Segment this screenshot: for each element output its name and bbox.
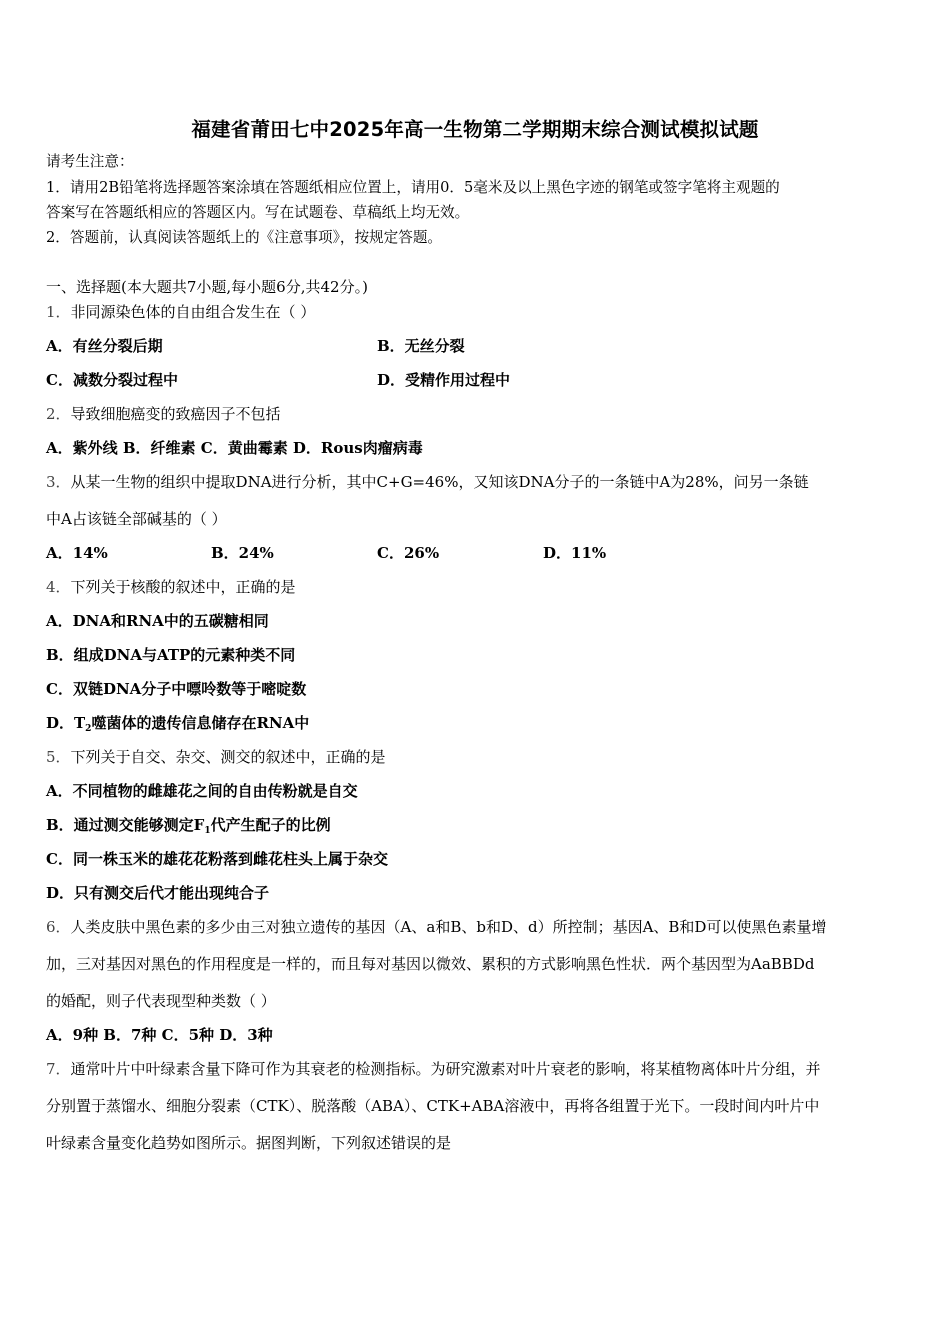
notice-heading: 请考生注意： (46, 153, 134, 170)
question-6-number: 6． (46, 918, 71, 936)
question-3-option-a[interactable]: A．14% (46, 544, 108, 562)
question-7-stem-line-2: 分别置于蒸馏水、细胞分裂素（CTK）、脱落酸（ABA）、CTK+ABA溶液中，再将各组置于光下。一段时间内叶片中 (46, 1097, 820, 1115)
question-5-option-a[interactable]: A．不同植物的雌雄花之间的自由传粉就是自交 (46, 782, 358, 800)
question-6-stem-line-2: 加，三对基因对黑色的作用程度是一样的，而且每对基因以微效、累积的方式影响黑色性状．两个基因型为AaBBDd (46, 955, 815, 973)
question-3-text-1: 从某一生物的组织中提取DNA进行分析，其中C+G=46%，又知该DNA分子的一条链中A为28%，问另一条链 (70, 473, 809, 491)
question-2-number: 2． (46, 405, 71, 423)
question-5-option-c[interactable]: C．同一株玉米的雄花花粉落到雌花柱头上属于杂交 (46, 850, 388, 868)
question-5-option-b-subscript: 1 (204, 826, 211, 836)
question-6-stem-line-3: 的婚配，则子代表现型种类数（ ） (46, 992, 276, 1010)
question-4-option-a[interactable]: A．DNA和RNA中的五碳糖相同 (46, 612, 269, 630)
question-4-option-b[interactable]: B．组成DNA与ATP的元素种类不同 (46, 646, 296, 664)
question-5-text: 下列关于自交、杂交、测交的叙述中，正确的是 (70, 748, 386, 766)
question-5-option-d[interactable]: D．只有测交后代才能出现纯合子 (46, 884, 270, 902)
question-5-option-b[interactable] (46, 815, 331, 841)
question-6-text-1: 人类皮肤中黑色素的多少由三对独立遗传的基因（A、a和B、b和D、d）所控制；基因A、B和D可以使黑色素量增 (70, 918, 827, 936)
question-4-option-c[interactable]: C．双链DNA分子中嘌呤数等于嘧啶数 (46, 680, 307, 698)
question-4-stem (46, 577, 296, 597)
question-4-option-d-prefix: D．T (46, 714, 86, 732)
question-5-option-b-text: 代产生配子的比例 (210, 816, 331, 834)
question-1-number: 1． (46, 303, 71, 321)
page-title: 福建省莆田七中2025年高一生物第二学期期末综合测试模拟试题 (191, 118, 759, 141)
question-4-option-d-text: 噬菌体的遗传信息储存在RNA中 (91, 714, 310, 732)
question-1-option-d[interactable]: D．受精作用过程中 (377, 371, 511, 389)
question-4-option-d[interactable] (46, 713, 309, 739)
notice-item-2: 2．答题前，认真阅读答题纸上的《注意事项》，按规定答题。 (46, 229, 443, 246)
question-3-stem-line-1 (46, 472, 809, 492)
question-7-stem-line-1 (46, 1059, 821, 1079)
question-1-text: 非同源染色体的自由组合发生在（ ） (70, 303, 316, 321)
question-4-option-d-subscript: 2 (85, 724, 92, 734)
question-3-stem-line-2: 中A占该链全部碱基的（ ） (46, 510, 227, 528)
question-2-text: 导致细胞癌变的致癌因子不包括 (70, 405, 281, 423)
question-5-stem (46, 747, 386, 767)
question-7-stem-line-3: 叶绿素含量变化趋势如图所示。据图判断，下列叙述错误的是 (46, 1134, 452, 1152)
question-7-text-1: 通常叶片中叶绿素含量下降可作为其衰老的检测指标。为研究激素对叶片衰老的影响，将某植物离体叶片分组，并 (70, 1060, 821, 1078)
question-1-stem (46, 302, 315, 322)
question-2-options[interactable]: A．紫外线 B．纤维素 C．黄曲霉素 D．Rous肉瘤病毒 (46, 439, 423, 457)
notice-item-1-line-1: 1．请用2B铅笔将选择题答案涂填在答题纸相应位置上，请用0．5毫米及以上黑色字迹的钢笔或签字笔将主观题的 (46, 179, 780, 196)
question-3-option-d[interactable]: D．11% (543, 544, 607, 562)
question-1-option-b[interactable]: B．无丝分裂 (377, 337, 465, 355)
question-1-option-c[interactable]: C．减数分裂过程中 (46, 371, 178, 389)
question-6-options[interactable]: A．9种 B．7种 C．5种 D．3种 (46, 1026, 273, 1044)
question-7-number: 7． (46, 1060, 71, 1078)
section-heading: 一、选择题(本大题共7小题,每小题6分,共42分。) (46, 278, 368, 296)
question-5-option-b-prefix: B．通过测交能够测定F (46, 816, 205, 834)
question-3-number: 3． (46, 473, 71, 491)
question-6-stem-line-1 (46, 917, 826, 937)
question-2-stem (46, 404, 281, 424)
notice-item-1-line-2: 答案写在答题纸相应的答题区内。写在试题卷、草稿纸上均无效。 (46, 204, 470, 221)
question-3-option-b[interactable]: B．24% (211, 544, 274, 562)
question-4-text: 下列关于核酸的叙述中，正确的是 (70, 578, 296, 596)
question-5-number: 5． (46, 748, 71, 766)
question-1-option-a[interactable]: A．有丝分裂后期 (46, 337, 163, 355)
question-4-number: 4． (46, 578, 71, 596)
question-3-option-c[interactable]: C．26% (377, 544, 440, 562)
